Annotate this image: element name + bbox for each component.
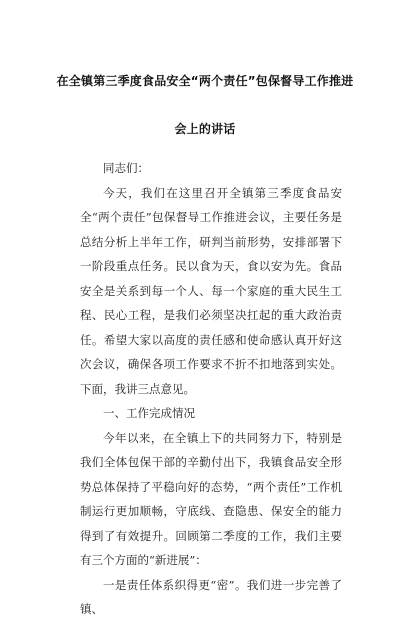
document-title-line-1: 在全镇第三季度食品安全“两个责任”包保督导工作推进	[56, 74, 354, 88]
document-body	[80, 156, 342, 622]
section-heading-1: 一、工作完成情况	[103, 406, 195, 420]
paragraph-first-point: 一是责任体系织得更“密”。我们进一步完善了镇、	[80, 577, 342, 616]
paragraph-intro: 今天，我们在这里召开全镇第三季度食品安全“两个责任”包保督导工作推进会议，主要任务是总结分析上半年工作，研判当前形势，安排部署下一阶段重点任务。民以食为天，食以安为先。食品安全是关系到每一个人、每一个家庭的重大民生工程、民心工程，是我们必须坚决扛起的重大政治责任。希望大家以高度的责任感和使命感认真开好这次会议，确保各项工作要求不折不扣地落到实处。下面，我讲三点意见。	[80, 185, 342, 396]
greeting: 同志们：	[103, 161, 149, 175]
document-title-line-2: 会上的讲话	[174, 122, 236, 136]
paragraph-progress: 今年以来，在全镇上下的共同努力下，特别是我们全体包保干部的辛勤付出下，我镇食品安全形势总体保持了平稳向好的态势，“两个责任”工作机制运行更加顺畅，守底线、查隐患、保安全的能力得到了有效提升。回顾第二季度的工作，我们主要有三个方面的“新进展”：	[80, 430, 342, 567]
